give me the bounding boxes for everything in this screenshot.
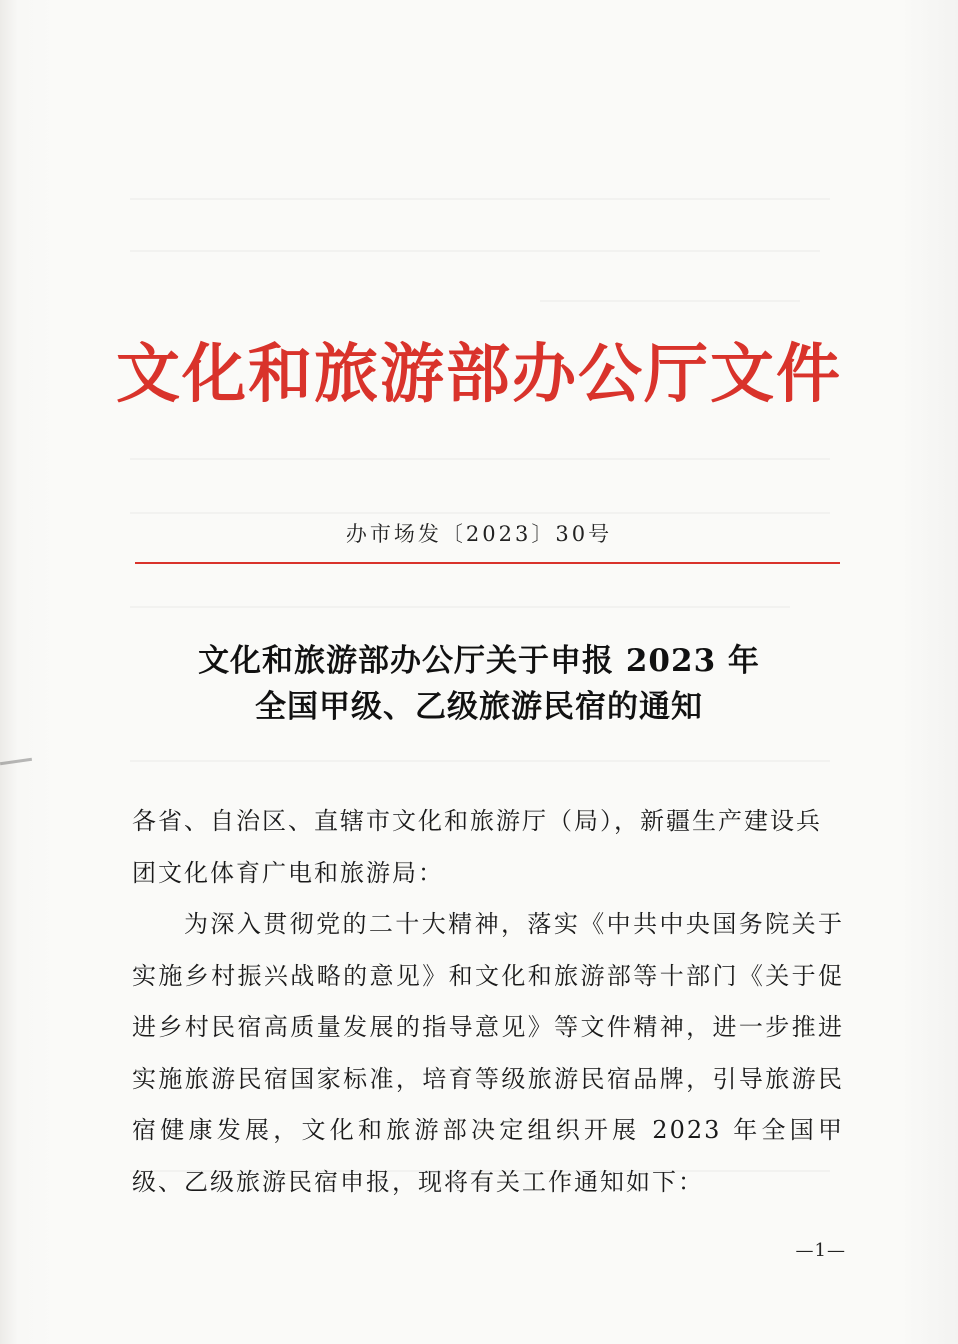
bleed-through-line — [130, 512, 830, 514]
bleed-through-line — [130, 606, 790, 608]
bleed-through-line — [130, 250, 820, 252]
notice-title — [0, 638, 958, 730]
notice-body — [132, 796, 844, 1208]
scan-edge-mark — [0, 758, 32, 765]
red-divider-line — [135, 562, 840, 564]
issuer-header-title: 文化和旅游部办公厅文件 — [116, 337, 842, 412]
notice-title-line-2: 全国甲级、乙级旅游民宿的通知 — [255, 689, 703, 725]
salutation: 各省、自治区、直辖市文化和旅游厅（局），新疆生产建设兵团文化体育广电和旅游局： — [132, 807, 822, 887]
bleed-through-line — [130, 760, 830, 762]
bleed-through-line — [130, 198, 830, 200]
bleed-through-line — [540, 300, 800, 302]
bleed-through-line — [130, 458, 830, 460]
document-number: 办市场发〔2023〕30号 — [345, 522, 613, 546]
page-number: —1— — [795, 1240, 846, 1261]
body-paragraph: 为深入贯彻党的二十大精神，落实《中共中央国务院关于实施乡村振兴战略的意见》和文化和旅游部等十部门《关于促进乡村民宿高质量发展的指导意见》等文件精神，进一步推进实施旅游民宿国家标准，培育等级旅游民宿品牌，引导旅游民宿健康发展，文化和旅游部决定组织开展 2023 年全国甲级、乙级旅游民宿申报，现将有关工作通知如下： — [132, 910, 844, 1196]
notice-title-line-1: 文化和旅游部办公厅关于申报 2023 年 — [198, 643, 760, 679]
